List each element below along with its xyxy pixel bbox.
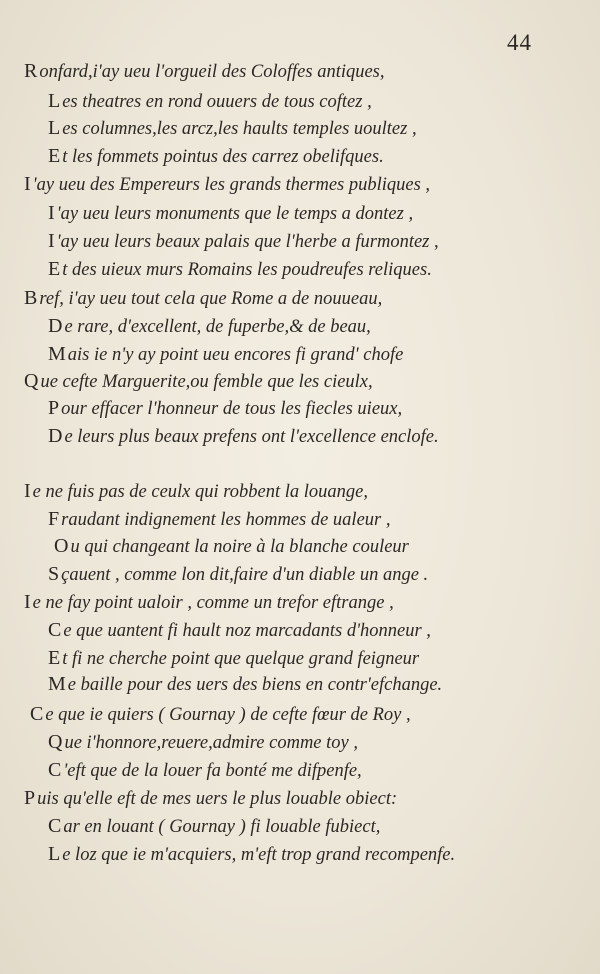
- verse-line: M e baille pour des uers des biens en contr'efchange.: [48, 673, 443, 695]
- verse-line: I e ne fay point ualoir , comme un trefor eftrange ,: [24, 591, 394, 613]
- verse-line: B ref, i'ay ueu tout cela que Rome a de nouueau,: [24, 287, 383, 309]
- verse-line: S çauent , comme lon dit,faire d'un diable un ange .: [48, 563, 429, 585]
- verse-line: L es theatres en rond ouuers de tous coftez ,: [48, 90, 372, 112]
- verse-line: L e loz que ie m'acquiers, m'eft trop grand recompenfe.: [48, 843, 456, 865]
- verse-line: L es columnes,les arcz,les haults temples uoultez ,: [48, 117, 417, 139]
- verse-line: O u qui changeant la noire à la blanche couleur: [54, 535, 409, 557]
- verse-line: E t fi ne cherche point que quelque grand feigneur: [48, 647, 420, 669]
- verse-line: M ais ie n'y ay point ueu encores fi grand' chofe: [48, 343, 404, 365]
- verse-line: I 'ay ueu leurs beaux palais que l'herbe a furmontez ,: [48, 230, 439, 252]
- verse-line: D e rare, d'excellent, de fuperbe,& de beau,: [48, 315, 371, 337]
- verse-line: F raudant indignement les hommes de ualeur ,: [48, 508, 391, 530]
- verse-line: Q ue cefte Marguerite,ou femble que les cieulx,: [24, 370, 373, 392]
- page-number: 44: [507, 30, 532, 55]
- verse-line: E t des uieux murs Romains les poudreufes reliques.: [48, 258, 432, 280]
- verse-line: P uis qu'elle eft de mes uers le plus louable obiect:: [24, 787, 398, 809]
- verse-line: E t les fommets pointus des carrez obelifques.: [48, 145, 384, 167]
- verse-line: Q ue i'honnore,reuere,admire comme toy ,: [48, 731, 358, 753]
- verse-line: R onfard,i'ay ueu l'orgueil des Coloffes antiques,: [24, 60, 385, 82]
- verse-line: C e que ie quiers ( Gournay ) de cefte fœur de Roy ,: [30, 703, 411, 725]
- verse-line: I 'ay ueu des Empereurs les grands thermes publiques ,: [24, 173, 431, 195]
- verse-line: P our effacer l'honneur de tous les fiecles uieux,: [48, 397, 403, 419]
- verse-line: D e leurs plus beaux prefens ont l'excellence enclofe.: [48, 425, 439, 447]
- verse-line: C ar en louant ( Gournay ) fi louable fubiect,: [48, 815, 381, 837]
- verse-line: C e que uantent fi hault noz marcadants d'honneur ,: [48, 619, 431, 641]
- verse-line: C 'eft que de la louer fa bonté me difpenfe,: [48, 759, 362, 781]
- verse-line: I 'ay ueu leurs monuments que le temps a dontez ,: [48, 202, 414, 224]
- verse-line: I e ne fuis pas de ceulx qui robbent la louange,: [24, 480, 369, 502]
